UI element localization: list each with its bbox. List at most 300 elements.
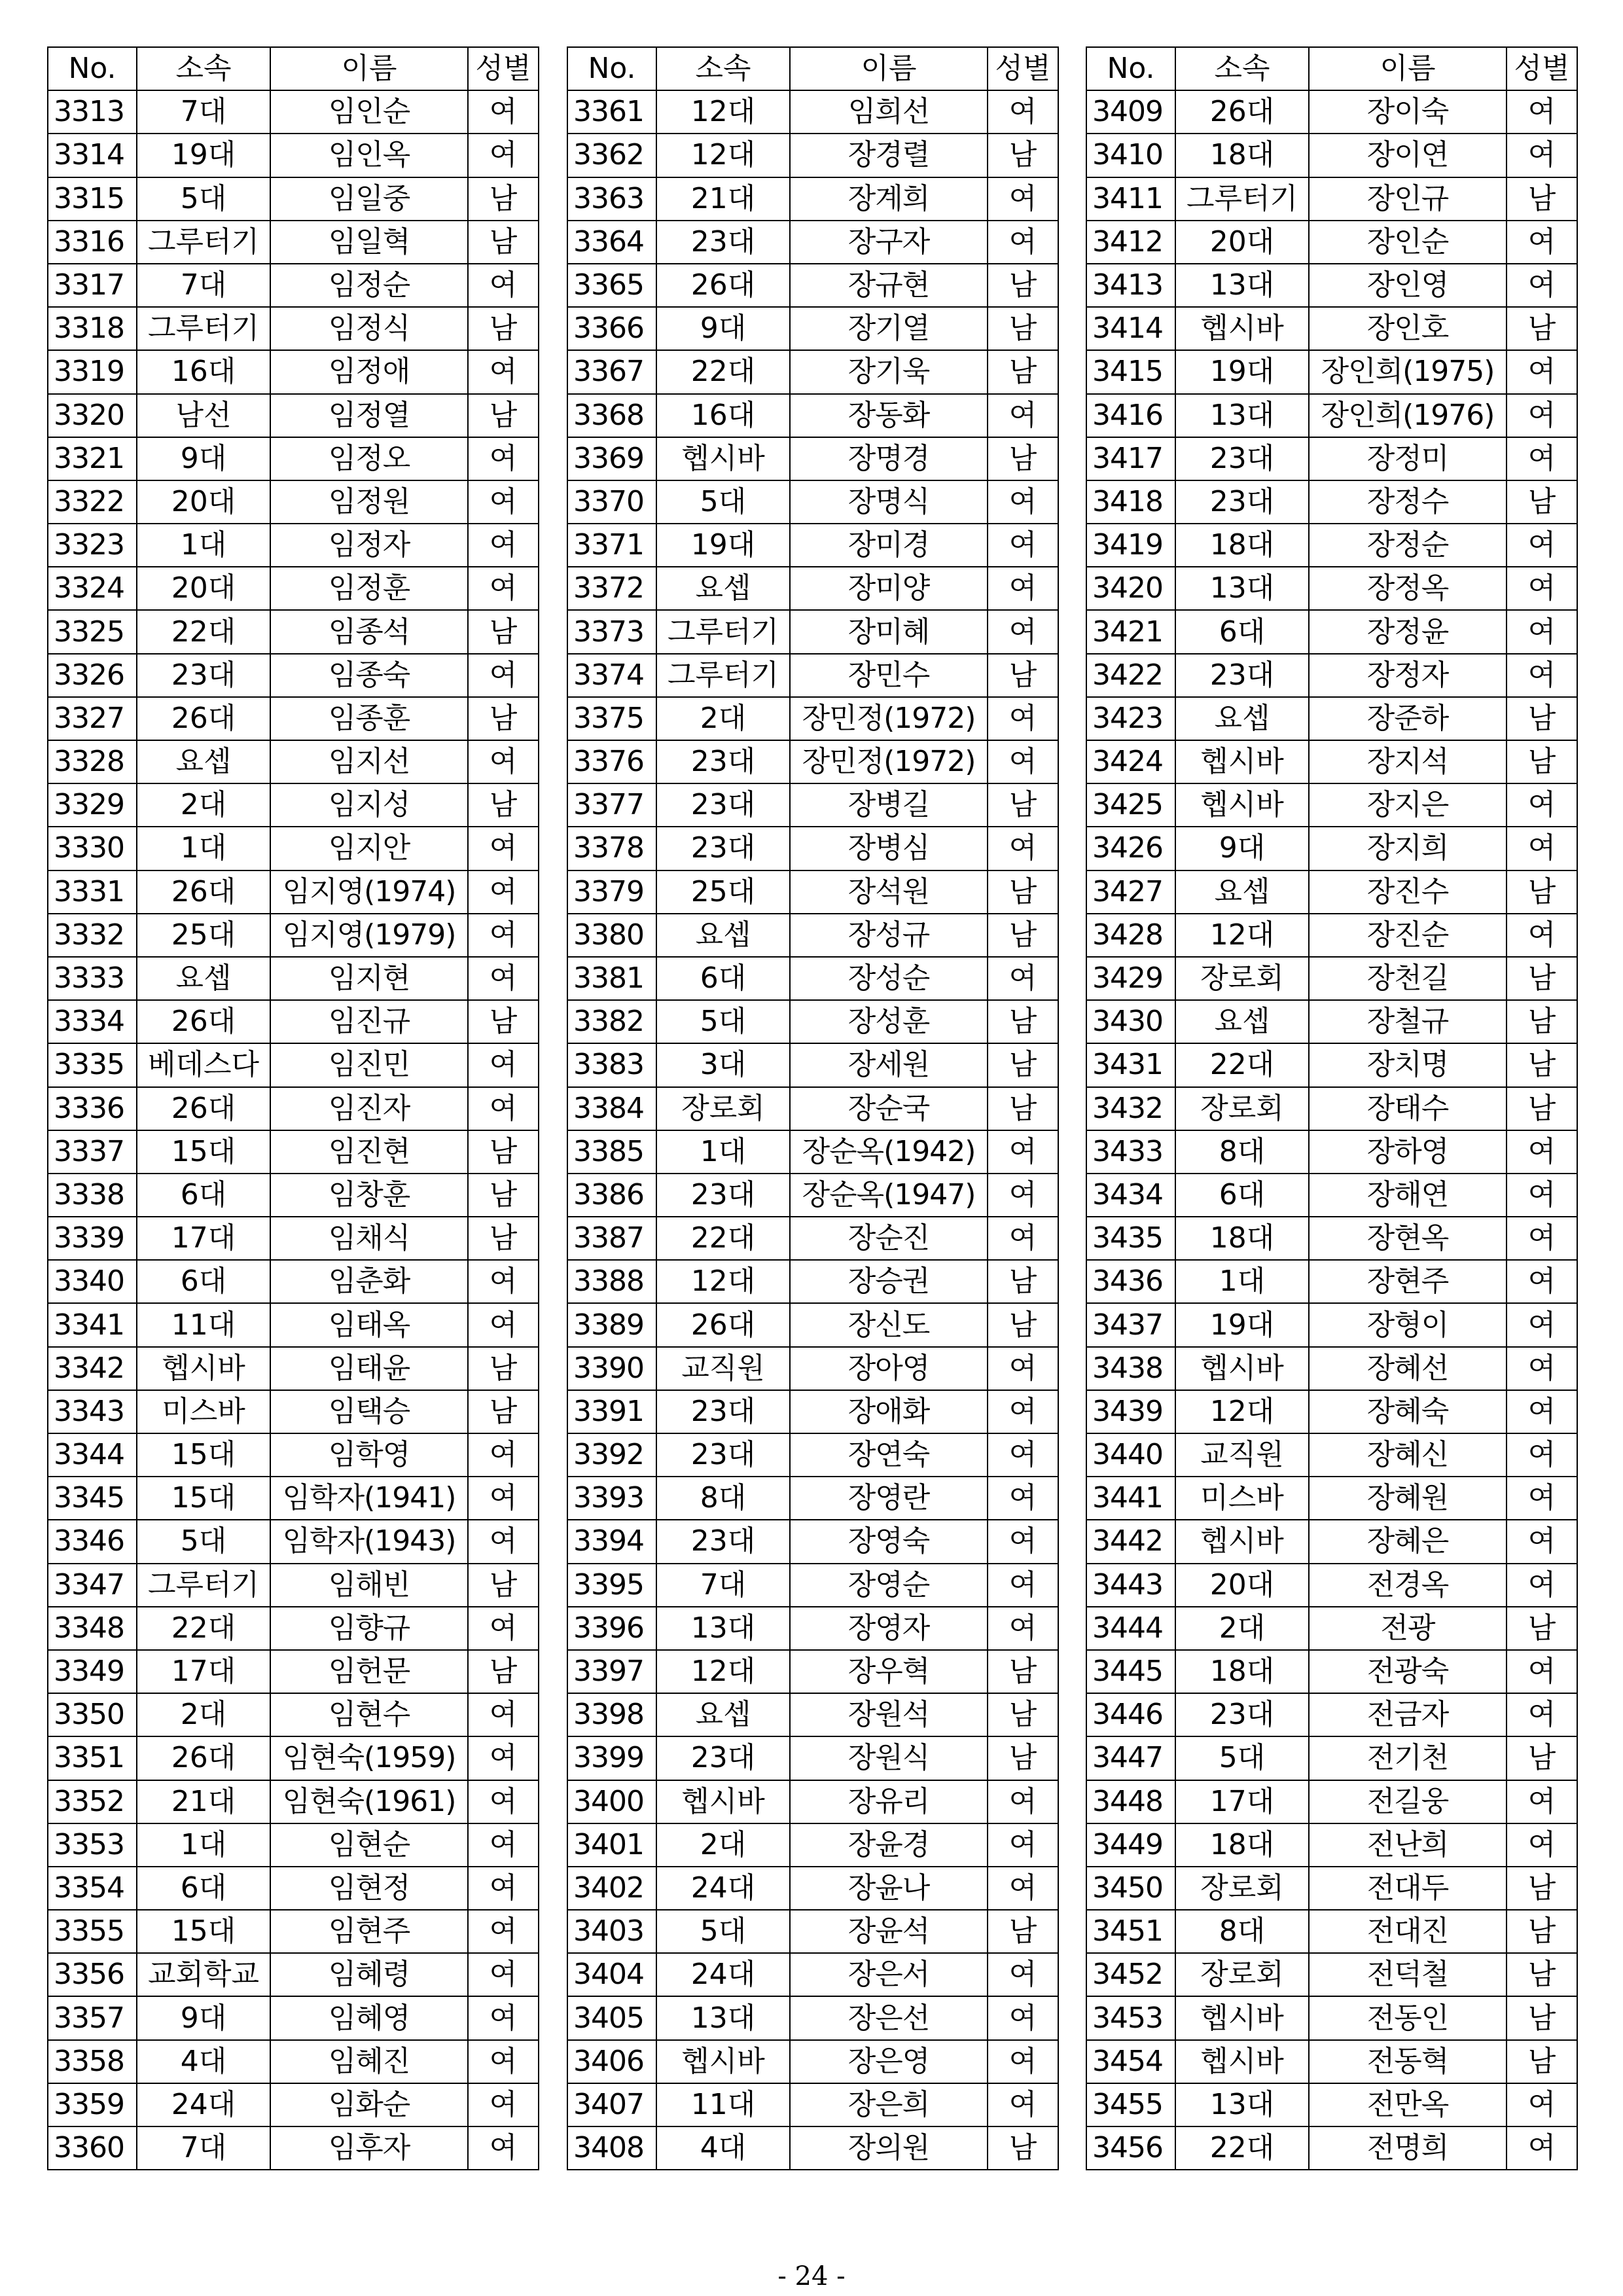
- sex-cell: 남: [988, 1087, 1058, 1130]
- unit-cell: 19대: [137, 134, 270, 177]
- name-cell: 장병길: [790, 783, 988, 827]
- table-row: [567, 1650, 1058, 1693]
- unit-cell: 23대: [1175, 437, 1309, 480]
- no-cell: 3444: [1086, 1607, 1175, 1650]
- sex-cell: 여: [468, 264, 539, 307]
- table-row: [48, 1130, 539, 1174]
- table-row: [567, 1390, 1058, 1433]
- no-cell: 3445: [1086, 1650, 1175, 1693]
- unit-cell: 장로회: [1175, 1867, 1309, 1910]
- name-cell: 임정식: [270, 307, 468, 350]
- table-row: [48, 783, 539, 827]
- no-cell: 3334: [48, 1000, 137, 1043]
- table-row: [567, 1130, 1058, 1174]
- sex-cell: 남: [1507, 1910, 1577, 1953]
- name-cell: 장지희: [1309, 827, 1507, 870]
- unit-cell: 26대: [656, 1303, 790, 1346]
- unit-cell: 장로회: [1175, 1953, 1309, 1996]
- no-cell: 3356: [48, 1953, 137, 1996]
- table-row: [48, 740, 539, 783]
- sex-cell: 여: [468, 1867, 539, 1910]
- unit-cell: 23대: [137, 654, 270, 697]
- table-row: [1086, 1693, 1577, 1736]
- unit-cell: 요셉: [1175, 870, 1309, 914]
- unit-cell: 헵시바: [1175, 307, 1309, 350]
- page-number: - 24 -: [777, 2261, 846, 2291]
- table-row: [48, 177, 539, 221]
- table-row: [48, 1217, 539, 1260]
- name-cell: 전경옥: [1309, 1564, 1507, 1607]
- no-cell: 3364: [567, 221, 656, 264]
- table-row: [48, 1260, 539, 1303]
- no-cell: 3351: [48, 1736, 137, 1780]
- sex-cell: 여: [468, 1910, 539, 1953]
- no-cell: 3374: [567, 654, 656, 697]
- name-cell: 장현주: [1309, 1260, 1507, 1303]
- sex-cell: 여: [468, 1780, 539, 1823]
- table-row: [48, 957, 539, 1000]
- name-cell: 임현순: [270, 1823, 468, 1867]
- sex-cell: 여: [468, 1693, 539, 1736]
- table-row: [48, 567, 539, 610]
- unit-cell: 12대: [656, 1650, 790, 1693]
- no-cell: 3441: [1086, 1477, 1175, 1520]
- unit-cell: 8대: [1175, 1910, 1309, 1953]
- name-cell: 장정수: [1309, 480, 1507, 524]
- no-cell: 3317: [48, 264, 137, 307]
- name-cell: 장영순: [790, 1564, 988, 1607]
- table-row: [1086, 1000, 1577, 1043]
- table-row: [1086, 567, 1577, 610]
- unit-cell: 7대: [137, 264, 270, 307]
- sex-cell: 남: [468, 783, 539, 827]
- sex-cell: 여: [1507, 1564, 1577, 1607]
- unit-cell: 19대: [1175, 350, 1309, 393]
- table-row: [1086, 654, 1577, 697]
- no-cell: 3359: [48, 2083, 137, 2126]
- table-row: [48, 1953, 539, 1996]
- name-cell: 전동혁: [1309, 2040, 1507, 2083]
- name-cell: 임일혁: [270, 221, 468, 264]
- no-cell: 3324: [48, 567, 137, 610]
- table-row: [567, 90, 1058, 134]
- no-cell: 3419: [1086, 524, 1175, 567]
- no-cell: 3388: [567, 1260, 656, 1303]
- name-cell: 장진수: [1309, 870, 1507, 914]
- table-row: [567, 827, 1058, 870]
- sex-cell: 여: [988, 1564, 1058, 1607]
- no-cell: 3350: [48, 1693, 137, 1736]
- table-row: [48, 1780, 539, 1823]
- name-cell: 전기천: [1309, 1736, 1507, 1780]
- unit-cell: 장로회: [656, 1087, 790, 1130]
- table-row: [1086, 221, 1577, 264]
- no-cell: 3318: [48, 307, 137, 350]
- sex-cell: 여: [1507, 1823, 1577, 1867]
- unit-cell: 4대: [137, 2040, 270, 2083]
- header-no: No.: [567, 47, 656, 90]
- name-cell: 장정순: [1309, 524, 1507, 567]
- name-cell: 장은서: [790, 1953, 988, 1996]
- sex-cell: 여: [1507, 90, 1577, 134]
- unit-cell: 23대: [1175, 480, 1309, 524]
- no-cell: 3385: [567, 1130, 656, 1174]
- sex-cell: 여: [468, 957, 539, 1000]
- no-cell: 3383: [567, 1043, 656, 1086]
- sex-cell: 여: [1507, 610, 1577, 653]
- name-cell: 임춘화: [270, 1260, 468, 1303]
- name-cell: 장구자: [790, 221, 988, 264]
- name-cell: 장유리: [790, 1780, 988, 1823]
- table-row: [48, 827, 539, 870]
- name-cell: 장이연: [1309, 134, 1507, 177]
- table-row: [1086, 1910, 1577, 1953]
- table-row: [1086, 1390, 1577, 1433]
- unit-cell: 그루터기: [656, 610, 790, 653]
- sex-cell: 여: [468, 2040, 539, 2083]
- sex-cell: 남: [1507, 1000, 1577, 1043]
- unit-cell: 6대: [137, 1260, 270, 1303]
- sex-cell: 여: [988, 610, 1058, 653]
- no-cell: 3389: [567, 1303, 656, 1346]
- name-cell: 임진자: [270, 1087, 468, 1130]
- sex-cell: 남: [468, 697, 539, 740]
- name-cell: 장원석: [790, 1693, 988, 1736]
- table-row: [567, 307, 1058, 350]
- no-cell: 3406: [567, 2040, 656, 2083]
- table-row: [567, 1910, 1058, 1953]
- unit-cell: 요셉: [656, 1693, 790, 1736]
- sex-cell: 여: [1507, 350, 1577, 393]
- table-row: [567, 914, 1058, 957]
- unit-cell: 요셉: [137, 740, 270, 783]
- table-row: [1086, 2040, 1577, 2083]
- table-row: [1086, 437, 1577, 480]
- sex-cell: 여: [988, 177, 1058, 221]
- name-cell: 임지선: [270, 740, 468, 783]
- no-cell: 3438: [1086, 1347, 1175, 1390]
- no-cell: 3381: [567, 957, 656, 1000]
- sex-cell: 여: [468, 1520, 539, 1563]
- no-cell: 3331: [48, 870, 137, 914]
- name-cell: 임학자(1941): [270, 1477, 468, 1520]
- unit-cell: 1대: [656, 1130, 790, 1174]
- name-cell: 장혜원: [1309, 1477, 1507, 1520]
- table-row: [1086, 480, 1577, 524]
- sex-cell: 여: [468, 2083, 539, 2126]
- header-sex: 성별: [988, 47, 1058, 90]
- sex-cell: 여: [988, 1217, 1058, 1260]
- no-cell: 3391: [567, 1390, 656, 1433]
- no-cell: 3367: [567, 350, 656, 393]
- name-cell: 장연숙: [790, 1433, 988, 1477]
- sex-cell: 남: [988, 870, 1058, 914]
- unit-cell: 헵시바: [137, 1347, 270, 1390]
- sex-cell: 여: [1507, 1390, 1577, 1433]
- sex-cell: 여: [988, 1867, 1058, 1910]
- unit-cell: 20대: [137, 480, 270, 524]
- table-row: [1086, 1087, 1577, 1130]
- unit-cell: 그루터기: [1175, 177, 1309, 221]
- sex-cell: 남: [988, 437, 1058, 480]
- sex-cell: 여: [1507, 1433, 1577, 1477]
- unit-cell: 7대: [137, 90, 270, 134]
- no-cell: 3416: [1086, 394, 1175, 437]
- unit-cell: 23대: [656, 221, 790, 264]
- sex-cell: 여: [1507, 1130, 1577, 1174]
- unit-cell: 24대: [656, 1953, 790, 1996]
- table-row: [1086, 1650, 1577, 1693]
- no-cell: 3321: [48, 437, 137, 480]
- table-row: [48, 610, 539, 653]
- table-row: [48, 1303, 539, 1346]
- unit-cell: 22대: [656, 1217, 790, 1260]
- unit-cell: 7대: [137, 2126, 270, 2170]
- name-cell: 장세원: [790, 1043, 988, 1086]
- unit-cell: 헵시바: [1175, 740, 1309, 783]
- table-row: [1086, 1996, 1577, 2039]
- name-cell: 장은영: [790, 2040, 988, 2083]
- table-row: [48, 1520, 539, 1563]
- table-row: [567, 264, 1058, 307]
- no-cell: 3402: [567, 1867, 656, 1910]
- sex-cell: 남: [1507, 2040, 1577, 2083]
- no-cell: 3429: [1086, 957, 1175, 1000]
- no-cell: 3452: [1086, 1953, 1175, 1996]
- unit-cell: 8대: [656, 1477, 790, 1520]
- name-cell: 임창훈: [270, 1174, 468, 1217]
- sex-cell: 남: [988, 1736, 1058, 1780]
- name-cell: 임현수: [270, 1693, 468, 1736]
- table-row: [567, 1043, 1058, 1086]
- name-cell: 장인희(1975): [1309, 350, 1507, 393]
- table-row: [567, 654, 1058, 697]
- unit-cell: 요셉: [656, 914, 790, 957]
- no-cell: 3344: [48, 1433, 137, 1477]
- name-cell: 장은선: [790, 1996, 988, 2039]
- table-row: [1086, 610, 1577, 653]
- no-cell: 3363: [567, 177, 656, 221]
- sex-cell: 남: [1507, 480, 1577, 524]
- name-cell: 임향규: [270, 1607, 468, 1650]
- no-cell: 3345: [48, 1477, 137, 1520]
- roster-table-1: [47, 46, 539, 2170]
- name-cell: 임지성: [270, 783, 468, 827]
- unit-cell: 베데스다: [137, 1043, 270, 1086]
- name-cell: 장준하: [1309, 697, 1507, 740]
- sex-cell: 여: [468, 1260, 539, 1303]
- unit-cell: 9대: [137, 1996, 270, 2039]
- table-row: [567, 870, 1058, 914]
- unit-cell: 13대: [656, 1607, 790, 1650]
- table-row: [48, 654, 539, 697]
- name-cell: 장경렬: [790, 134, 988, 177]
- name-cell: 장신도: [790, 1303, 988, 1346]
- name-cell: 임택승: [270, 1390, 468, 1433]
- unit-cell: 5대: [137, 177, 270, 221]
- unit-cell: 미스바: [1175, 1477, 1309, 1520]
- table-row: [567, 783, 1058, 827]
- no-cell: 3326: [48, 654, 137, 697]
- name-cell: 장영란: [790, 1477, 988, 1520]
- unit-cell: 요셉: [656, 567, 790, 610]
- unit-cell: 26대: [137, 697, 270, 740]
- sex-cell: 여: [1507, 134, 1577, 177]
- sex-cell: 여: [988, 480, 1058, 524]
- sex-cell: 여: [468, 1996, 539, 2039]
- name-cell: 임학영: [270, 1433, 468, 1477]
- no-cell: 3455: [1086, 2083, 1175, 2126]
- name-cell: 전명희: [1309, 2126, 1507, 2170]
- table-row: [1086, 697, 1577, 740]
- header-no: No.: [48, 47, 137, 90]
- name-cell: 장인호: [1309, 307, 1507, 350]
- sex-cell: 여: [1507, 221, 1577, 264]
- table-row: [567, 957, 1058, 1000]
- sex-cell: 남: [468, 1130, 539, 1174]
- unit-cell: 24대: [656, 1867, 790, 1910]
- no-cell: 3362: [567, 134, 656, 177]
- sex-cell: 여: [468, 654, 539, 697]
- name-cell: 장혜신: [1309, 1433, 1507, 1477]
- sex-cell: 남: [468, 1390, 539, 1433]
- table-row: [567, 1477, 1058, 1520]
- unit-cell: 23대: [656, 1520, 790, 1563]
- sex-cell: 여: [988, 827, 1058, 870]
- name-cell: 장현옥: [1309, 1217, 1507, 1260]
- unit-cell: 12대: [1175, 914, 1309, 957]
- sex-cell: 남: [988, 264, 1058, 307]
- table-row: [1086, 1130, 1577, 1174]
- sex-cell: 여: [1507, 827, 1577, 870]
- sex-cell: 여: [1507, 567, 1577, 610]
- sex-cell: 여: [1507, 1477, 1577, 1520]
- unit-cell: 6대: [1175, 1174, 1309, 1217]
- sex-cell: 여: [988, 2083, 1058, 2126]
- unit-cell: 5대: [656, 1910, 790, 1953]
- sex-cell: 남: [1507, 1607, 1577, 1650]
- header-row: [48, 47, 539, 90]
- no-cell: 3375: [567, 697, 656, 740]
- no-cell: 3322: [48, 480, 137, 524]
- no-cell: 3316: [48, 221, 137, 264]
- unit-cell: 1대: [137, 827, 270, 870]
- table-row: [567, 1520, 1058, 1563]
- sex-cell: 남: [988, 1000, 1058, 1043]
- table-row: [48, 1693, 539, 1736]
- table-row: [567, 394, 1058, 437]
- no-cell: 3446: [1086, 1693, 1175, 1736]
- no-cell: 3424: [1086, 740, 1175, 783]
- sex-cell: 남: [468, 1650, 539, 1693]
- no-cell: 3395: [567, 1564, 656, 1607]
- unit-cell: 교회학교: [137, 1953, 270, 1996]
- table-row: [567, 2126, 1058, 2170]
- name-cell: 임현정: [270, 1867, 468, 1910]
- table-row: [1086, 1433, 1577, 1477]
- table-row: [567, 1347, 1058, 1390]
- table-row: [48, 870, 539, 914]
- name-cell: 장혜은: [1309, 1520, 1507, 1563]
- sex-cell: 여: [1507, 1650, 1577, 1693]
- no-cell: 3349: [48, 1650, 137, 1693]
- table-row: [567, 1260, 1058, 1303]
- no-cell: 3394: [567, 1520, 656, 1563]
- sex-cell: 여: [1507, 1693, 1577, 1736]
- name-cell: 장태수: [1309, 1087, 1507, 1130]
- name-cell: 임진민: [270, 1043, 468, 1086]
- no-cell: 3403: [567, 1910, 656, 1953]
- unit-cell: 23대: [656, 1174, 790, 1217]
- table-row: [48, 914, 539, 957]
- table-row: [48, 1910, 539, 1953]
- name-cell: 전동인: [1309, 1996, 1507, 2039]
- unit-cell: 15대: [137, 1433, 270, 1477]
- unit-cell: 25대: [137, 914, 270, 957]
- no-cell: 3384: [567, 1087, 656, 1130]
- table-row: [567, 480, 1058, 524]
- name-cell: 장민정(1972): [790, 740, 988, 783]
- name-cell: 장혜선: [1309, 1347, 1507, 1390]
- table-row: [48, 350, 539, 393]
- sex-cell: 여: [468, 1607, 539, 1650]
- name-cell: 임태윤: [270, 1347, 468, 1390]
- sex-cell: 여: [988, 1347, 1058, 1390]
- sex-cell: 여: [988, 221, 1058, 264]
- no-cell: 3450: [1086, 1867, 1175, 1910]
- no-cell: 3371: [567, 524, 656, 567]
- name-cell: 임종숙: [270, 654, 468, 697]
- sex-cell: 여: [1507, 524, 1577, 567]
- name-cell: 임인옥: [270, 134, 468, 177]
- table-row: [567, 1780, 1058, 1823]
- unit-cell: 12대: [656, 1260, 790, 1303]
- sex-cell: 여: [1507, 2126, 1577, 2170]
- no-cell: 3409: [1086, 90, 1175, 134]
- no-cell: 3386: [567, 1174, 656, 1217]
- name-cell: 장민정(1972): [790, 697, 988, 740]
- table-row: [567, 437, 1058, 480]
- unit-cell: 6대: [137, 1174, 270, 1217]
- no-cell: 3400: [567, 1780, 656, 1823]
- name-cell: 장은희: [790, 2083, 988, 2126]
- table-row: [1086, 1823, 1577, 1867]
- unit-cell: 15대: [137, 1130, 270, 1174]
- sex-cell: 여: [468, 1477, 539, 1520]
- no-cell: 3411: [1086, 177, 1175, 221]
- no-cell: 3433: [1086, 1130, 1175, 1174]
- no-cell: 3408: [567, 2126, 656, 2170]
- no-cell: 3399: [567, 1736, 656, 1780]
- name-cell: 임현숙(1959): [270, 1736, 468, 1780]
- name-cell: 장아영: [790, 1347, 988, 1390]
- sex-cell: 여: [988, 90, 1058, 134]
- no-cell: 3360: [48, 2126, 137, 2170]
- header-unit: 소속: [137, 47, 270, 90]
- no-cell: 3392: [567, 1433, 656, 1477]
- name-cell: 장윤경: [790, 1823, 988, 1867]
- no-cell: 3379: [567, 870, 656, 914]
- no-cell: 3357: [48, 1996, 137, 2039]
- name-cell: 장우혁: [790, 1650, 988, 1693]
- no-cell: 3338: [48, 1174, 137, 1217]
- table-row: [1086, 350, 1577, 393]
- table-row: [48, 1390, 539, 1433]
- no-cell: 3346: [48, 1520, 137, 1563]
- sex-cell: 여: [988, 394, 1058, 437]
- table-row: [1086, 1043, 1577, 1086]
- unit-cell: 15대: [137, 1910, 270, 1953]
